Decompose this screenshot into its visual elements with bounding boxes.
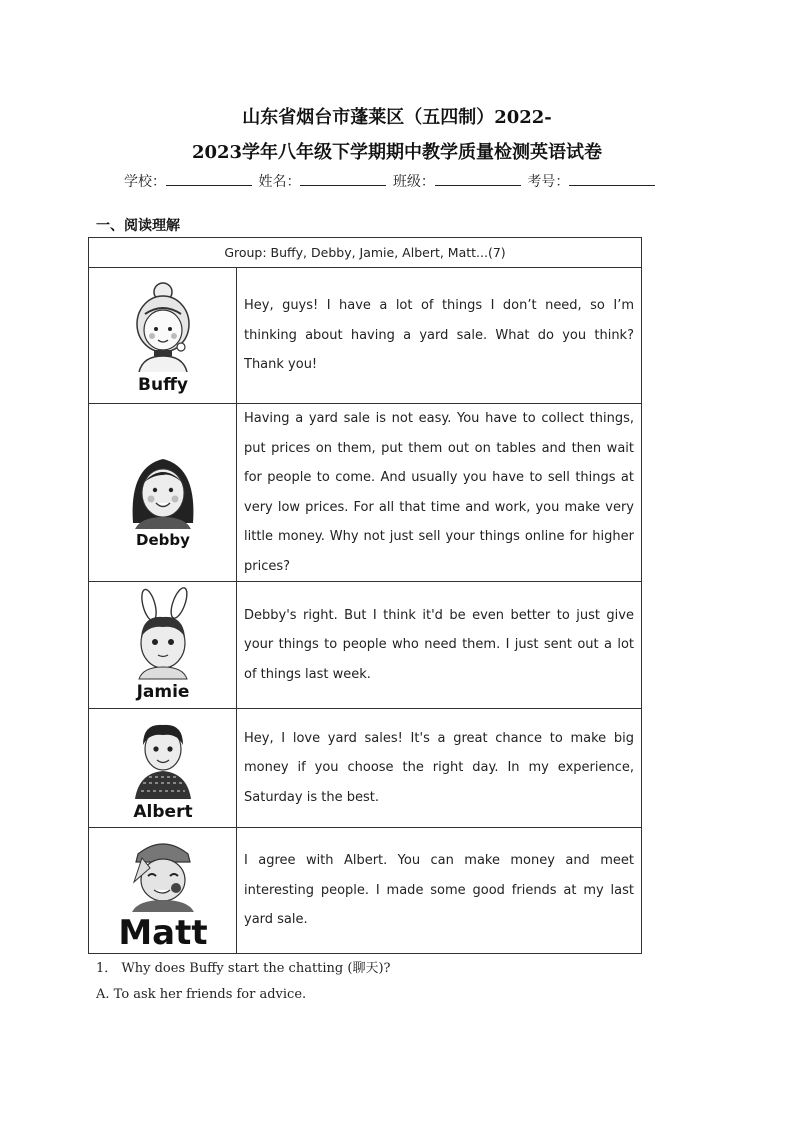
avatar-cell (89, 582, 237, 709)
exam-no-label: 考号： (527, 174, 570, 190)
message-text: I agree with Albert. You can make money and meet interesting people. I made some good friends at my last yard sale. (237, 828, 642, 954)
class-blank[interactable] (435, 173, 521, 186)
group-header: Group: Buffy, Debby, Jamie, Albert, Matt...(7) (89, 238, 642, 268)
chat-row (89, 268, 642, 404)
chat-table (88, 237, 642, 954)
avatar-name: Buffy (137, 374, 188, 395)
chat-row (89, 828, 642, 954)
avatar-name: Matt (117, 912, 208, 950)
chat-row (89, 582, 642, 709)
exam-title-line-2: 2023学年八年级下学期期中教学质量检测英语试卷 (191, 142, 603, 163)
avatar-cell (89, 404, 237, 582)
question-1-option-a[interactable]: A. To ask her friends for advice. (96, 987, 307, 1002)
avatar-name: Debby (135, 530, 190, 549)
jamie-avatar-icon (121, 587, 205, 703)
avatar-cell (89, 709, 237, 828)
avatar-cell (89, 828, 237, 954)
albert-avatar-icon (121, 713, 205, 823)
student-info-line (124, 171, 657, 191)
avatar-name: Albert (132, 802, 193, 822)
exam-title-line-1: 山东省烟台市蓬莱区（五四制）2022- (242, 107, 552, 128)
exam-no-blank[interactable] (569, 173, 655, 186)
chat-row (89, 404, 642, 582)
message-text: Hey, I love yard sales! It's a great chance to make big money if you choose the right day. In my experience, Saturday is the best. (237, 709, 642, 828)
avatar-name: Jamie (136, 682, 189, 702)
chat-row (89, 709, 642, 828)
message-text: Debby's right. But I think it'd be even better to just give your things to people who need them. I just sent out a lot of things last week. (237, 582, 642, 709)
school-blank[interactable] (166, 173, 252, 186)
message-text: Having a yard sale is not easy. You have to collect things, put prices on them, put them out on tables and then wait for people to come. And usually you have to sell things at very low prices. For all that time and work, you make very little money. Why not just sell your things online for higher prices? (237, 404, 642, 582)
matt-avatar-icon (108, 832, 218, 950)
buffy-avatar-icon (123, 276, 203, 396)
debby-avatar-icon (121, 437, 205, 549)
name-label: 姓名： (258, 174, 301, 190)
avatar-cell (89, 268, 237, 404)
school-label: 学校： (124, 174, 166, 190)
class-label: 班级： (392, 174, 435, 190)
question-1: 1． Why does Buffy start the chatting (聊天)? (96, 961, 391, 976)
section-title: 一、阅读理解 (96, 218, 180, 234)
name-blank[interactable] (300, 173, 386, 186)
message-text: Hey, guys! I have a lot of things I don’t need, so I’m thinking about having a yard sale. What do you think? Thank you! (237, 268, 642, 404)
